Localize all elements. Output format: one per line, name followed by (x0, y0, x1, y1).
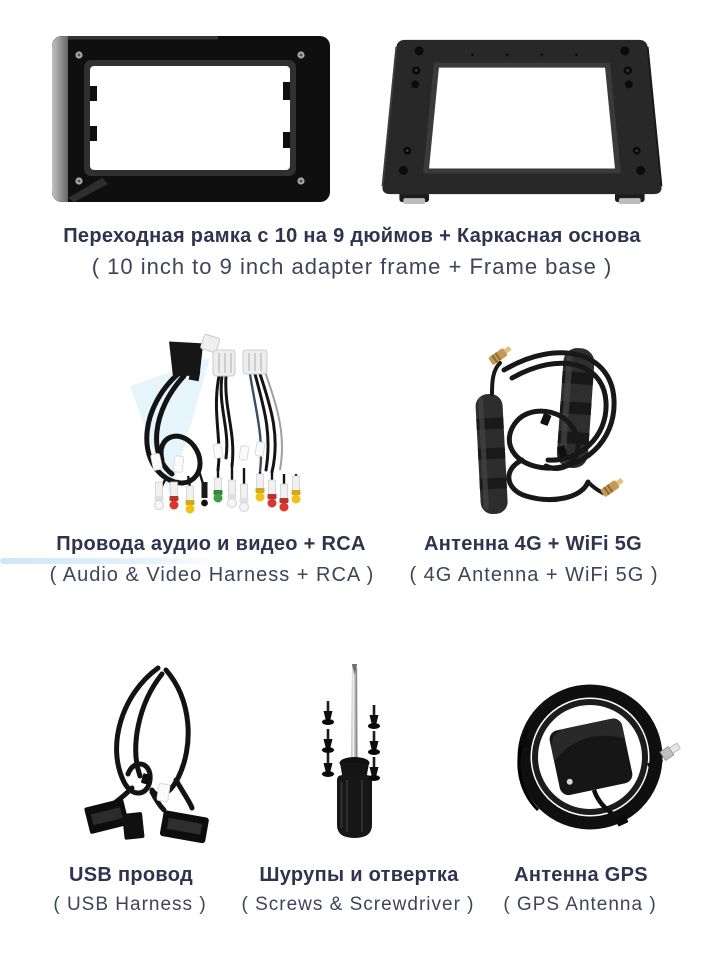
caption-gps-ru: Антенна GPS (514, 864, 648, 886)
4g-wifi-antenna-illustration (462, 330, 672, 518)
gps-antenna-photo (498, 660, 690, 850)
caption-frames-ru: Переходная рамка с 10 на 9 дюймов + Каркасная основа (63, 225, 641, 247)
caption-antenna-ru: Антенна 4G + WiFi 5G (423, 533, 643, 555)
frame-base-illustration (372, 30, 672, 208)
av-harness-photo (122, 328, 322, 523)
caption-screws-en: ( Screws & Screwdriver ) (241, 894, 475, 915)
caption-screws-ru: Шурупы и отвертка (259, 864, 459, 886)
frame-base-photo (372, 30, 672, 208)
screws-screwdriver-photo (288, 662, 423, 842)
usb-harness-illustration (72, 660, 237, 850)
usb-harness-photo (72, 660, 237, 850)
caption-harness-ru: Провода аудио и видео + RCA (56, 533, 366, 555)
adapter-frame-illustration (38, 28, 338, 208)
gps-antenna-illustration (498, 660, 690, 850)
caption-usb-ru: USB провод (69, 864, 193, 886)
adapter-frame-photo (38, 28, 338, 208)
screws-screwdriver-illustration (288, 662, 423, 842)
av-harness-illustration (122, 328, 322, 523)
caption-gps-en: ( GPS Antenna ) (503, 894, 657, 915)
caption-frames-en: ( 10 inch to 9 inch adapter frame + Frame base ) (91, 254, 613, 279)
caption-usb-en: ( USB Harness ) (53, 894, 207, 915)
caption-harness-en: ( Audio & Video Harness + RCA ) (49, 564, 375, 586)
caption-antenna-en: ( 4G Antenna + WiFi 5G ) (409, 564, 659, 586)
4g-wifi-antenna-photo (462, 330, 672, 518)
